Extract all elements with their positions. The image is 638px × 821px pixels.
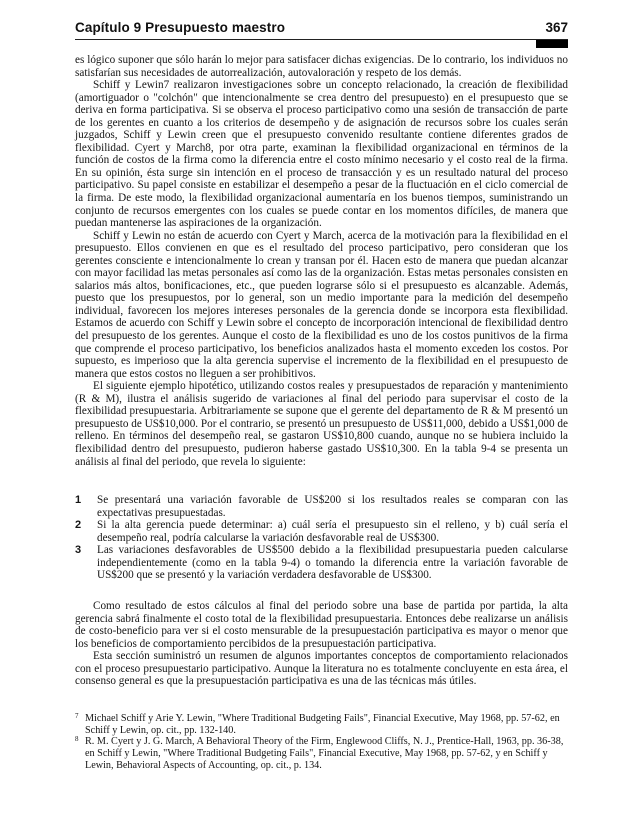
chapter-tab-marker xyxy=(536,40,568,48)
list-number: 2 xyxy=(75,519,82,532)
chapter-title: Capítulo 9 Presupuesto maestro xyxy=(75,20,286,35)
footnote-mark: 7 xyxy=(75,712,79,720)
numbered-list xyxy=(75,494,568,582)
footnote xyxy=(75,713,568,736)
list-item xyxy=(75,544,568,582)
list-number: 3 xyxy=(75,544,82,557)
paragraph: El siguiente ejemplo hipotético, utilizando costos reales y presupuestados de reparación y mantenimiento (R & M), ilustra el análisis sugerido de variaciones al final del periodo para supervisar el costo de la flexibilidad presupuestaria. Arbitrariamente se supone que el gerente del departamento de R & M presentó un presupuesto de US$10,000. Por el contrario, se presentó un presupuesto de US$11,000, debido a US$1,000 de relleno. En términos del desempeño real, se gastaron US$10,800 cuando, aunque no se hubiera incluido la flexibilidad dentro del presupuesto, pudieron haberse gastado US$10,300. En la tabla 9-4 se presenta un análisis al final del periodo, que revela lo siguiente: xyxy=(75,380,568,468)
footnote-text: Michael Schiff y Arie Y. Lewin, "Where Traditional Budgeting Fails", Financial Executive, May 1968, pp. 57-62, en Schiff y Lewin, op. cit., pp. 132-140. xyxy=(85,713,560,736)
footnote-mark: 8 xyxy=(75,735,79,744)
paragraph: Schiff y Lewin no están de acuerdo con Cyert y March, acerca de la motivación para la flexibilidad en el presupuesto. Ellos convienen en que es el resultado del proceso participativo, pero consideran que los gerentes consciente e intencionalmente lo crean y transan por él. Hacen esto de manera que puedan alcanzar con mayor facilidad las metas personales así como las de la organización. Estas metas personales consisten en salarios más altos, bonificaciones, etc., que pueden lograrse sólo si el presupuesto es alcanzable. Además, puesto que los presupuestos, por lo general, son un medio importante para la medición del desempeño individual, favorecen los mejores intereses personales de la gerencia donde se incorpora esta flexibilidad. Estamos de acuerdo con Schiff y Lewin sobre el concepto de incorporación intencional de flexibilidad dentro del presupuesto de los gerentes. Aunque el costo de la flexibilidad es uno de los costos punitivos de la firma que comprende el proceso participativo, los beneficios analizados hasta el momento exceden los costos. Por supuesto, es imperioso que la alta gerencia supervise el incremento de la flexibilidad en el presupuesto de manera que estos costos no lleguen a ser prohibitivos. xyxy=(75,229,568,380)
footnote-text: R. M. Cyert y J. G. March, A Behavioral Theory of the Firm, Englewood Cliffs, N. J., Prentice-Hall, 1963, pp. 36-38, en Schiff y Lewin, "Where Traditional Budgeting Fails", Financial Executive, May 1968, pp. 57-62, y en Schiff y Lewin, Behavioral Aspects of Accounting, op. cit., p. 134. xyxy=(85,736,564,771)
list-number: 1 xyxy=(75,494,82,506)
footnote xyxy=(75,736,568,771)
running-header xyxy=(75,20,568,44)
footnotes xyxy=(75,713,568,772)
list-item-text: Si la alta gerencia puede determinar: a) cuál sería el presupuesto sin el relleno, y b) cuál sería el desempeño real, podría calcularse la variación desfavorable real de US$300. xyxy=(97,519,568,544)
page-number: 367 xyxy=(545,20,568,35)
paragraph: Schiff y Lewin7 realizaron investigaciones sobre un concepto relacionado, la creación de flexibilidad (amortiguador o "colchón" que intencionalmente se crea dentro del presupuesto) en el presupuesto que se deriva en forma participativa. Si se observa el proceso participativo como una sesión de transacción de parte de los gerentes en cuanto a los criterios de desempeño y de asignación de recursos sobre los cuales serán juzgados, Schiff y Lewin creen que el presupuesto convenido resultante contiene diferentes grados de flexibilidad. Cyert y March8, por otra parte, examinan la flexibilidad organizacional en términos de la función de costos de la firma como la diferencia entre el costo mínimo necesario y el costo real de la firma. En su opinión, ésta surge sin intención en el proceso de transacción y es un resultado natural del proceso participativo. Su papel consiste en estabilizar el desempeño a pesar de la fluctuación en el ciclo comercial de la firma. De este modo, la flexibilidad organizacional aumentaría en los buenos tiempos, suministrando un conjunto de recursos emergentes con los cuales se puede contar en los momentos difíciles, de manera que puedan mantenerse las aspiraciones de la organización. xyxy=(75,79,568,230)
body-text xyxy=(75,54,568,468)
header-rule xyxy=(75,39,568,40)
list-item-text: Las variaciones desfavorables de US$500 debido a la flexibilidad presupuestaria pueden calcularse independientemente (como en la tabla 9-4) o tomando la diferencia entre la variación favorable de US$200 que se presentó y la variación verdadera desfavorable de US$300. xyxy=(97,544,568,582)
closing-text xyxy=(75,600,568,688)
list-item-text: Se presentará una variación favorable de US$200 si los resultados reales se comparan con las expectativas presupuestadas. xyxy=(97,494,568,519)
paragraph: es lógico suponer que sólo harán lo mejor para satisfacer dichas exigencias. De lo contrario, los individuos no satisfarían sus necesidades de autorrealización, autovaloración y respeto de los demás. xyxy=(75,54,568,79)
list-item xyxy=(75,494,568,519)
list-item xyxy=(75,519,568,544)
paragraph: Esta sección suministró un resumen de algunos importantes conceptos de comportamiento relacionados con el proceso presupuestario participativo. Aunque la literatura no es totalmente concluyente en esta área, el consenso general es que la presupuestación participativa es una de las técnicas más útiles. xyxy=(75,650,568,688)
paragraph: Como resultado de estos cálculos al final del periodo sobre una base de partida por partida, la alta gerencia sabrá finalmente el costo total de la flexibilidad presupuestaria. Entonces debe realizarse un análisis de costo-beneficio para ver si el costo mensurable de la presupuestación participativa es mayor o menor que los beneficios de comportamiento percibidos de la presupuestación participativa. xyxy=(75,600,568,650)
